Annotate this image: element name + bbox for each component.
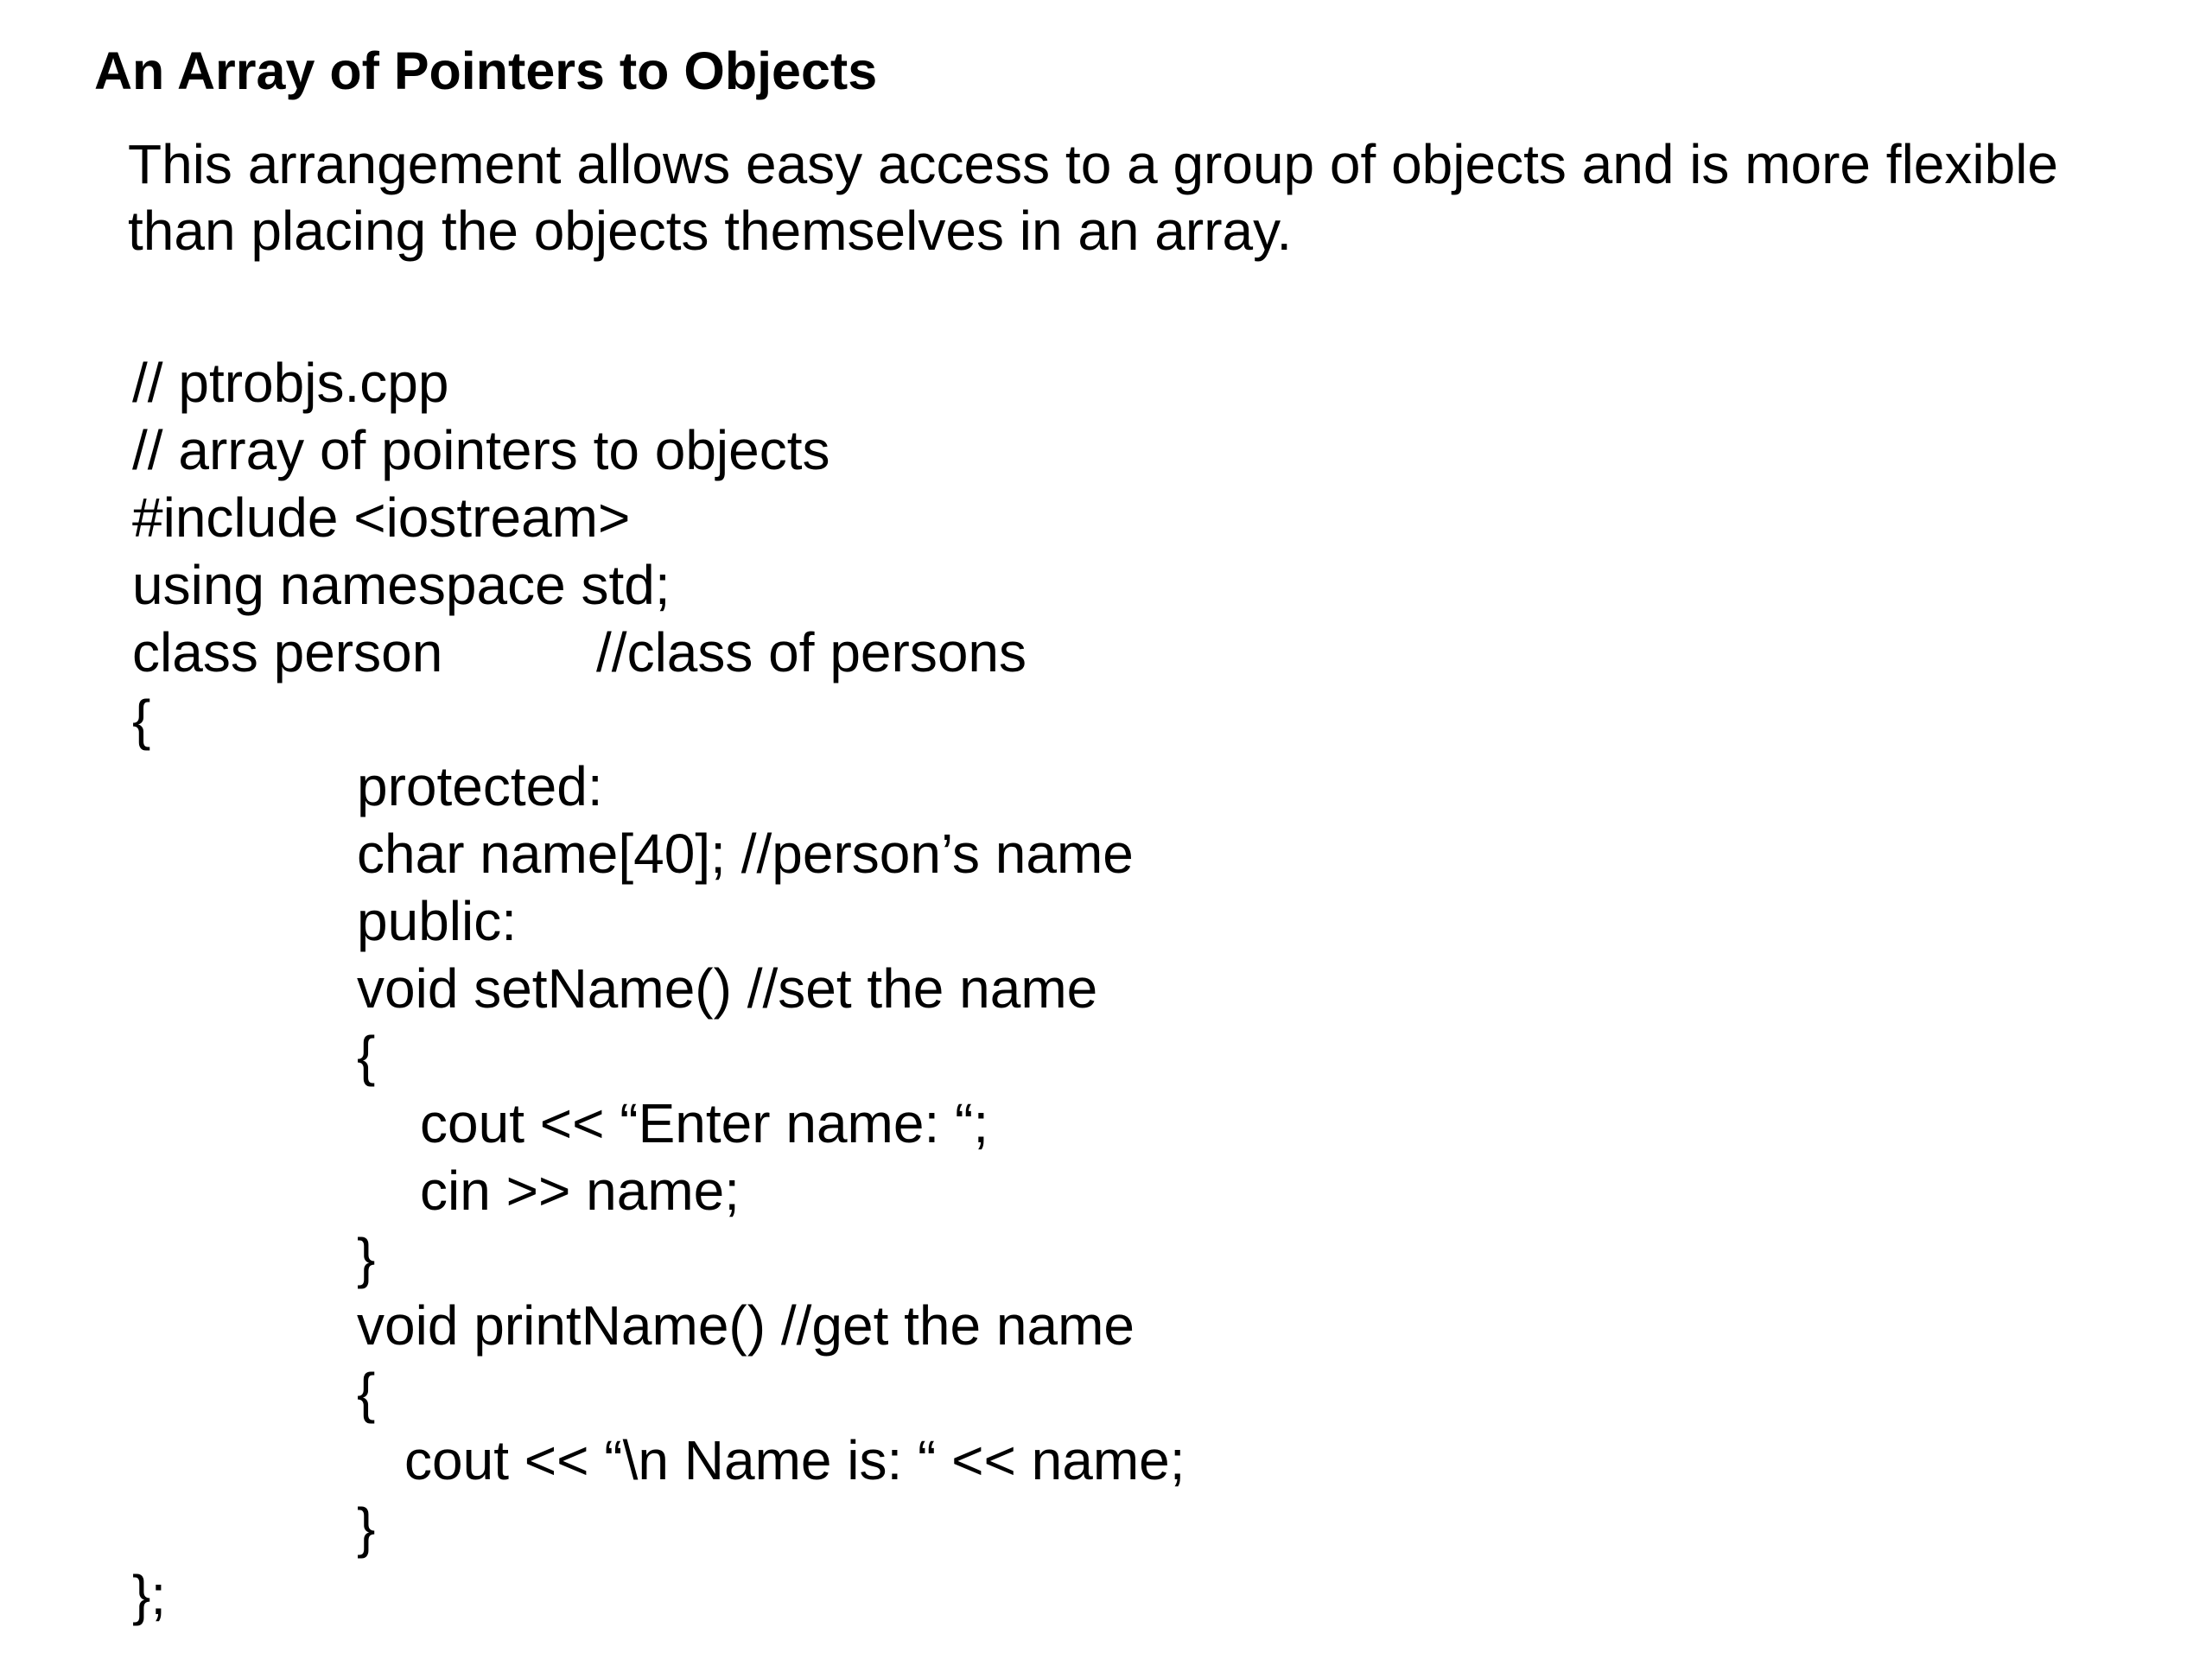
- code-line-set-name-open: {: [357, 1025, 376, 1087]
- intro-line-1: This arrangement allows easy access to a group of objects and is more flexible: [128, 133, 2058, 195]
- code-line-set-name-close: }: [357, 1227, 376, 1289]
- code-line-print-name-open: {: [357, 1362, 376, 1424]
- intro-line-2: than placing the objects themselves in an array.: [128, 200, 1293, 262]
- code-line-set-name-cin: cin >> name;: [420, 1160, 740, 1222]
- code-line-print-name-close: }: [357, 1497, 376, 1559]
- code-line-description-comment: // array of pointers to objects: [132, 419, 830, 481]
- slide-title: An Array of Pointers to Objects: [94, 41, 878, 100]
- code-line-protected: protected:: [357, 755, 603, 817]
- code-line-public: public:: [357, 890, 517, 952]
- code-line-filename-comment: // ptrobjs.cpp: [132, 352, 449, 414]
- code-line-open-class: {: [132, 689, 151, 751]
- code-line-using: using namespace std;: [132, 554, 671, 616]
- code-line-class-decl: class person: [132, 621, 443, 683]
- code-line-set-name-decl: void setName() //set the name: [357, 957, 1098, 1020]
- code-line-print-name-decl: void printName() //get the name: [357, 1294, 1135, 1357]
- intro-paragraph: [128, 131, 2058, 264]
- code-line-set-name-cout: cout << “Enter name: “;: [420, 1092, 989, 1154]
- code-line-name-member: char name[40]; //person’s name: [357, 823, 1134, 885]
- code-line-close-class: };: [132, 1564, 167, 1626]
- code-line-include: #include <iostream>: [132, 486, 631, 549]
- code-line-print-name-cout: cout << “\n Name is: “ << name;: [404, 1429, 1185, 1491]
- code-line-class-comment: //class of persons: [596, 621, 1027, 683]
